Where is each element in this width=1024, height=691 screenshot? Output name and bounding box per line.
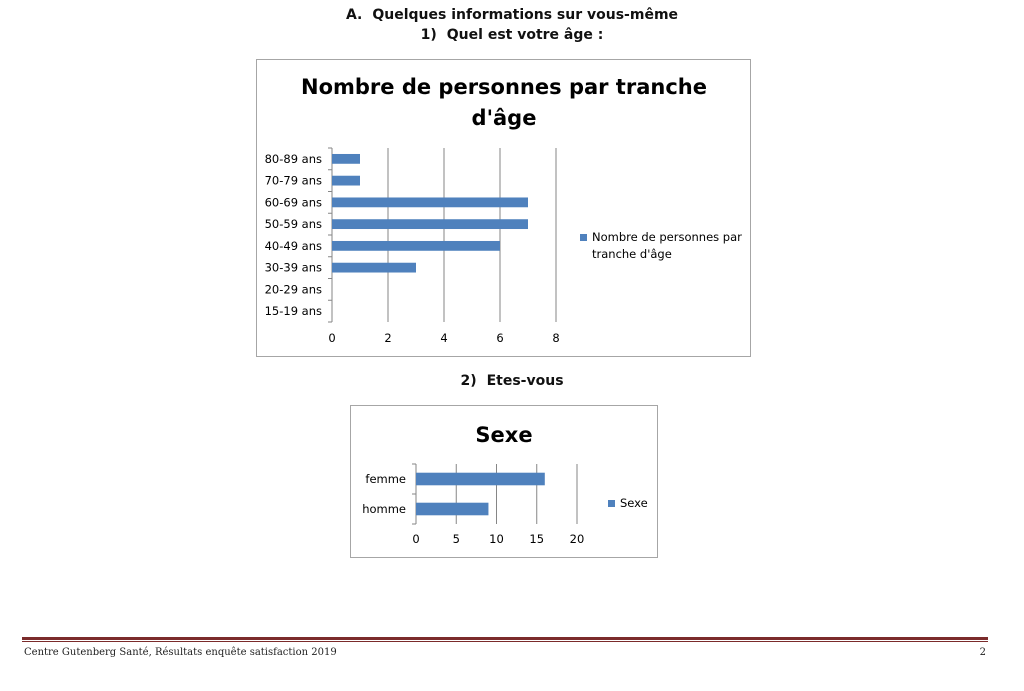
chart-title-line: Sexe: [475, 423, 533, 447]
x-tick-label: 10: [489, 532, 504, 546]
footer-rule: [22, 637, 988, 640]
legend-label: tranche d'âge: [592, 247, 672, 261]
x-tick-label: 8: [552, 331, 560, 345]
bar: [416, 473, 545, 486]
y-category-label: homme: [362, 502, 406, 516]
question-2-title: Etes-vous: [486, 373, 564, 389]
y-category-label: 40-49 ans: [264, 238, 322, 253]
question-1-heading: [0, 27, 1024, 43]
y-category-label: 15-19 ans: [264, 304, 322, 319]
y-category-label: 30-39 ans: [264, 260, 322, 275]
x-tick-label: 5: [452, 532, 460, 546]
sex-chart: [350, 405, 658, 558]
y-category-label: 20-29 ans: [264, 282, 322, 297]
bar: [416, 503, 488, 516]
legend-swatch: [580, 234, 587, 241]
x-tick-label: 6: [496, 331, 504, 345]
legend-swatch: [608, 500, 615, 507]
x-tick-label: 0: [412, 532, 420, 546]
question-2-number: 2): [460, 373, 477, 389]
footer-rule-thin: [22, 641, 988, 642]
bar: [332, 176, 360, 186]
x-tick-label: 4: [440, 331, 448, 345]
y-category-label: 70-79 ans: [264, 173, 322, 188]
y-category-label: femme: [365, 472, 406, 486]
legend-label: Nombre de personnes par: [592, 230, 742, 244]
age-chart-svg: [257, 60, 752, 358]
x-tick-label: 2: [384, 331, 392, 345]
y-category-label: 60-69 ans: [264, 195, 322, 210]
section-heading: [0, 7, 1024, 23]
legend-label: Sexe: [620, 496, 648, 510]
footer-text: Centre Gutenberg Santé, Résultats enquête satisfaction 2019: [24, 647, 337, 658]
x-tick-label: 15: [529, 532, 545, 546]
chart-title-line: Nombre de personnes par tranche: [301, 75, 707, 99]
bar: [332, 154, 360, 164]
bar: [332, 197, 528, 207]
y-category-label: 80-89 ans: [264, 151, 322, 166]
section-number: A.: [345, 7, 363, 23]
question-1-title: Quel est votre âge :: [446, 27, 604, 43]
bar: [332, 241, 500, 251]
age-chart: [256, 59, 751, 357]
x-tick-label: 20: [569, 532, 585, 546]
question-1-number: 1): [420, 27, 437, 43]
x-tick-label: 0: [328, 331, 336, 345]
bar: [332, 263, 416, 273]
bar: [332, 219, 528, 229]
chart-title-line: d'âge: [471, 106, 537, 130]
question-2-heading: [0, 373, 1024, 389]
sex-chart-svg: [351, 406, 659, 559]
section-title: Quelques informations sur vous-même: [372, 7, 679, 23]
y-category-label: 50-59 ans: [264, 217, 322, 232]
page-number: 2: [979, 647, 986, 658]
